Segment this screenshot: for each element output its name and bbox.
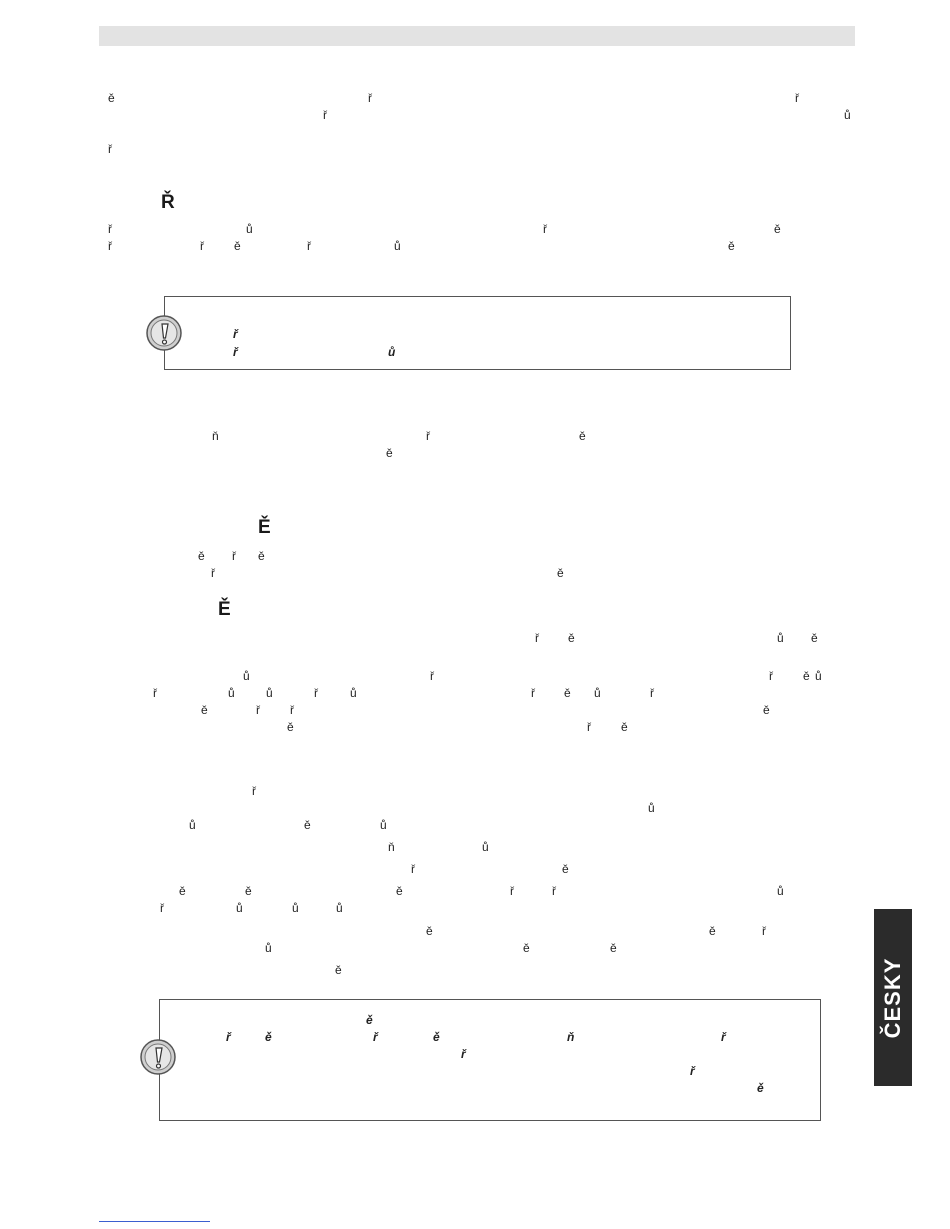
diacritic-glyph: ř bbox=[233, 327, 238, 341]
section-heading-glyph: Ě bbox=[218, 599, 231, 620]
diacritic-glyph: ř bbox=[108, 239, 112, 253]
diacritic-glyph: ě bbox=[523, 941, 530, 955]
diacritic-glyph: ě bbox=[557, 566, 564, 580]
diacritic-glyph: ň bbox=[212, 429, 219, 443]
diacritic-glyph: ř bbox=[226, 1030, 231, 1044]
diacritic-glyph: ě bbox=[335, 963, 342, 977]
diacritic-glyph: ě bbox=[562, 862, 569, 876]
diacritic-glyph: ř bbox=[232, 549, 236, 563]
diacritic-glyph: ě bbox=[757, 1081, 764, 1095]
diacritic-glyph: ř bbox=[290, 703, 294, 717]
diacritic-glyph: ů bbox=[777, 884, 784, 898]
diacritic-glyph: ě bbox=[579, 429, 586, 443]
language-tab-label: ČESKY bbox=[880, 957, 905, 1038]
header-band bbox=[99, 26, 855, 46]
diacritic-glyph: ř bbox=[211, 566, 215, 580]
note-box bbox=[159, 999, 821, 1121]
diacritic-glyph: ě bbox=[179, 884, 186, 898]
diacritic-glyph: ě bbox=[709, 924, 716, 938]
diacritic-glyph: ě bbox=[811, 631, 818, 645]
diacritic-glyph: ě bbox=[234, 239, 241, 253]
diacritic-glyph: ě bbox=[245, 884, 252, 898]
diacritic-glyph: ě bbox=[366, 1013, 373, 1027]
diacritic-glyph: ů bbox=[246, 222, 253, 236]
diacritic-glyph: ů bbox=[266, 686, 273, 700]
diacritic-glyph: ě bbox=[621, 720, 628, 734]
diacritic-glyph: ř bbox=[510, 884, 514, 898]
diacritic-glyph: ř bbox=[368, 91, 372, 105]
diacritic-glyph: ů bbox=[292, 901, 299, 915]
diacritic-glyph: ř bbox=[535, 631, 539, 645]
diacritic-glyph: ě bbox=[433, 1030, 440, 1044]
diacritic-glyph: ř bbox=[426, 429, 430, 443]
diacritic-glyph: ř bbox=[795, 91, 799, 105]
diacritic-glyph: ě bbox=[564, 686, 571, 700]
diacritic-glyph: ř bbox=[552, 884, 556, 898]
exclamation-warning-icon bbox=[145, 314, 183, 352]
diacritic-glyph: ř bbox=[108, 222, 112, 236]
diacritic-glyph: ř bbox=[461, 1047, 466, 1061]
diacritic-glyph: ě bbox=[803, 669, 810, 683]
section-heading-glyph: Ř bbox=[161, 192, 175, 213]
diacritic-glyph: ů bbox=[336, 901, 343, 915]
diacritic-glyph: ř bbox=[108, 142, 112, 156]
diacritic-glyph: ř bbox=[314, 686, 318, 700]
diacritic-glyph: ř bbox=[721, 1030, 726, 1044]
diacritic-glyph: ň bbox=[388, 840, 395, 854]
diacritic-glyph: ě bbox=[201, 703, 208, 717]
diacritic-glyph: ř bbox=[373, 1030, 378, 1044]
diacritic-glyph: ř bbox=[543, 222, 547, 236]
diacritic-glyph: ů bbox=[594, 686, 601, 700]
language-tab bbox=[874, 909, 912, 1086]
diacritic-glyph: ř bbox=[769, 669, 773, 683]
footer-line bbox=[99, 1221, 210, 1222]
diacritic-glyph: ě bbox=[258, 549, 265, 563]
diacritic-glyph: ě bbox=[610, 941, 617, 955]
diacritic-glyph: ů bbox=[777, 631, 784, 645]
diacritic-glyph: ň bbox=[567, 1030, 575, 1044]
diacritic-glyph: ě bbox=[198, 549, 205, 563]
diacritic-glyph: ě bbox=[287, 720, 294, 734]
diacritic-glyph: ů bbox=[482, 840, 489, 854]
diacritic-glyph: ř bbox=[252, 784, 256, 798]
note-box bbox=[164, 296, 791, 370]
diacritic-glyph: ř bbox=[256, 703, 260, 717]
section-heading-glyph: Ě bbox=[258, 517, 271, 538]
diacritic-glyph: ř bbox=[160, 901, 164, 915]
diacritic-glyph: ě bbox=[265, 1030, 272, 1044]
diacritic-glyph: ů bbox=[648, 801, 655, 815]
diacritic-glyph: ů bbox=[350, 686, 357, 700]
diacritic-glyph: ě bbox=[386, 446, 393, 460]
diacritic-glyph: ě bbox=[728, 239, 735, 253]
diacritic-glyph: ů bbox=[189, 818, 196, 832]
diacritic-glyph: ů bbox=[844, 108, 851, 122]
diacritic-glyph: ř bbox=[323, 108, 327, 122]
diacritic-glyph: ě bbox=[763, 703, 770, 717]
diacritic-glyph: ř bbox=[307, 239, 311, 253]
diacritic-glyph: ř bbox=[762, 924, 766, 938]
diacritic-glyph: ů bbox=[228, 686, 235, 700]
diacritic-glyph: ř bbox=[200, 239, 204, 253]
diacritic-glyph: ě bbox=[774, 222, 781, 236]
diacritic-glyph: ř bbox=[153, 686, 157, 700]
diacritic-glyph: ř bbox=[233, 345, 238, 359]
diacritic-glyph: ě bbox=[396, 884, 403, 898]
diacritic-glyph: ů bbox=[380, 818, 387, 832]
diacritic-glyph: ř bbox=[531, 686, 535, 700]
diacritic-glyph: ř bbox=[430, 669, 434, 683]
diacritic-glyph: ě bbox=[304, 818, 311, 832]
diacritic-glyph: ů bbox=[236, 901, 243, 915]
diacritic-glyph: ř bbox=[690, 1064, 695, 1078]
exclamation-warning-icon bbox=[139, 1038, 177, 1076]
diacritic-glyph: ě bbox=[426, 924, 433, 938]
diacritic-glyph: ů bbox=[388, 345, 396, 359]
diacritic-glyph: ů bbox=[394, 239, 401, 253]
diacritic-glyph: ů bbox=[243, 669, 250, 683]
diacritic-glyph: ř bbox=[411, 862, 415, 876]
diacritic-glyph: ě bbox=[108, 91, 115, 105]
diacritic-glyph: ř bbox=[587, 720, 591, 734]
diacritic-glyph: ě bbox=[568, 631, 575, 645]
diacritic-glyph: ů bbox=[265, 941, 272, 955]
diacritic-glyph: ř bbox=[650, 686, 654, 700]
diacritic-glyph: ů bbox=[815, 669, 822, 683]
